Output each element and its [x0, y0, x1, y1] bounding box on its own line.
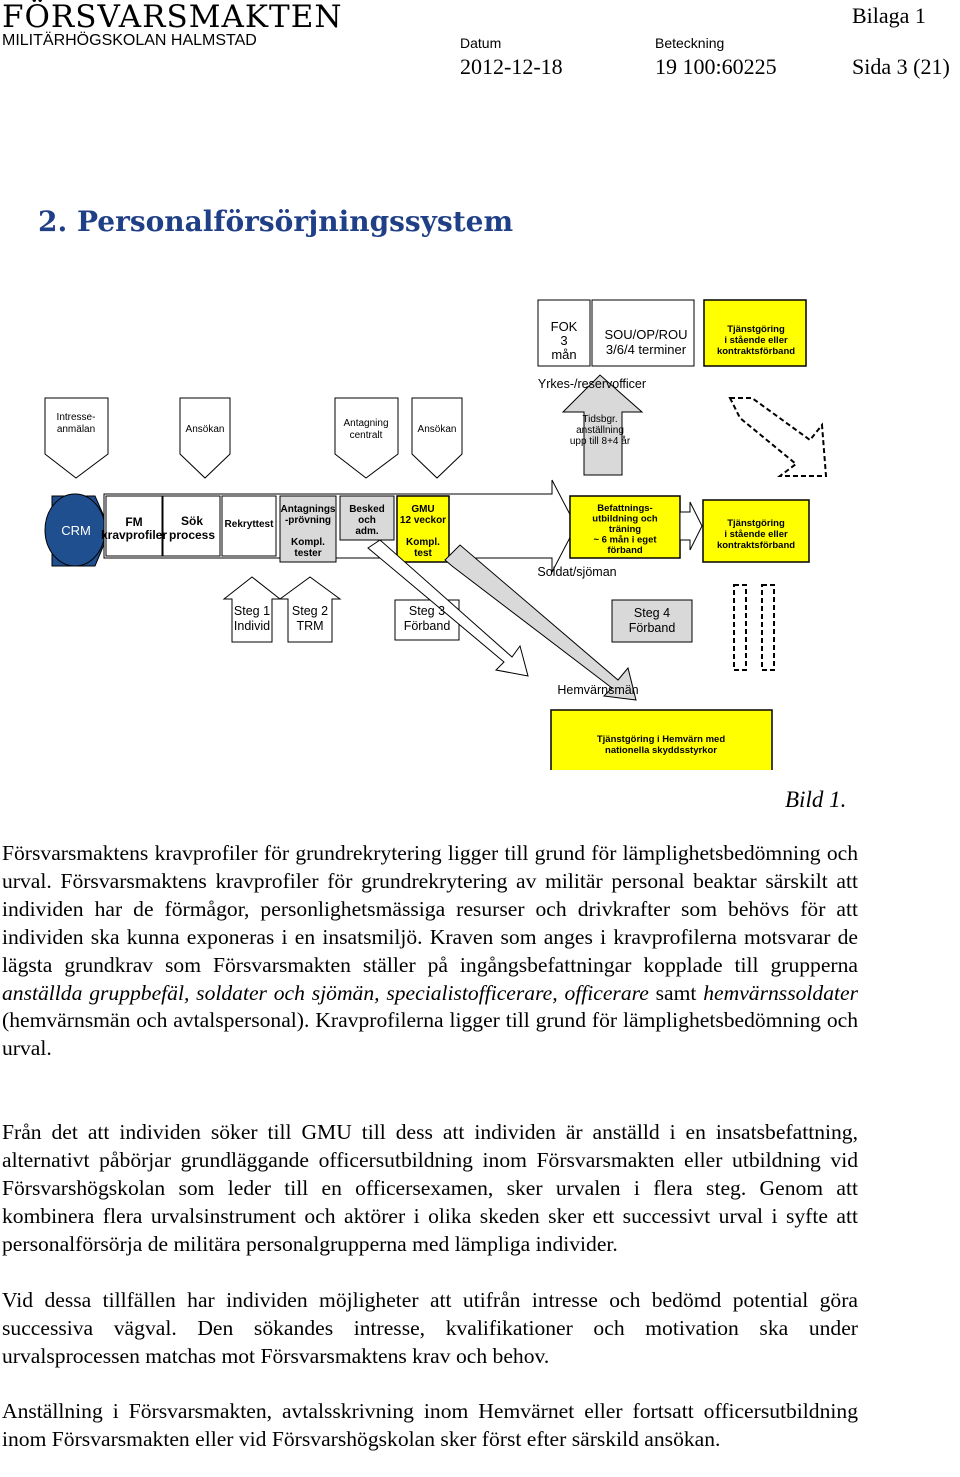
- fm-label: FM kravprofiler: [100, 515, 168, 542]
- gmu-label: GMU 12 veckor Kompl. test: [399, 504, 447, 559]
- date-value: 2012-12-18: [460, 54, 563, 79]
- interest-arrow: [45, 398, 108, 478]
- reference-label: Beteckning: [655, 35, 725, 51]
- fixed-term-label: Tidsbgr. anställning upp till 8+4 år: [569, 414, 631, 447]
- crm-label: CRM: [61, 523, 91, 538]
- admission-label: Antagning centralt: [343, 418, 389, 441]
- besked-label: Besked och adm.: [349, 504, 385, 537]
- step3-label: Steg 3 Förband: [403, 604, 451, 633]
- dashed-column-2: [762, 585, 774, 670]
- paragraph-3-text: Vid dessa tillfällen har individen möjligheter att utifrån intresse och bedömd potential göra successiva vägval. Den sökandes intresse, kvalifikationer och motivation ska under urvalsprocessen matchas mot Försvarsmaktens krav och behov.: [2, 1288, 858, 1368]
- reference-value: 19 100:60225: [655, 54, 777, 79]
- paragraph-1-text: Försvarsmaktens kravprofiler för grundrekrytering ligger till grund för lämplighetsbedömning och urval. Försvarsmaktens kravprofiler för grundrekrytering av militär personal beaktar särskilt att individen har de förmågor, personlighetsmässiga resurser och drivkrafter som behövs för att individen ska kunna exponeras i en insatsmiljö. Kraven som anges i kravprofilerna motsvarar de lägsta grundkrav som Försvarsmakten ställer på ingångsbefattningar kopplade till grupperna: [2, 841, 858, 977]
- reserve-officer-label: Yrkes-/reservofficer: [537, 377, 647, 391]
- to-service-arrow: [680, 502, 702, 550]
- personnel-supply-diagram: [0, 280, 960, 770]
- interest-label: Intresse-anmälan: [56, 412, 96, 435]
- rekryttest-label: Rekryttest: [224, 519, 274, 530]
- paragraph-1-end: (hemvärnsmän och avtalspersonal). Kravprofilerna ligger till grund för lämplighetsbedömning och urval.: [2, 1008, 858, 1061]
- unit-name: MILITÄRHÖGSKOLAN HALMSTAD: [2, 32, 257, 49]
- figure-caption: Bild 1.: [785, 787, 847, 812]
- paragraph-4: [2, 1398, 858, 1454]
- sou-label: SOU/OP/ROU 3/6/4 terminer: [604, 327, 688, 357]
- service-mid-label: Tjänstgöring i stående eller kontraktsförband: [716, 518, 796, 551]
- date-label: Datum: [460, 35, 502, 51]
- application2-arrow: [412, 398, 462, 478]
- home-guard-service-label: Tjänstgöring i Hemvärn med nationella skyddsstyrkor: [596, 734, 726, 756]
- paragraph-2: [2, 1119, 858, 1259]
- page-number: Sida 3 (21): [852, 54, 950, 79]
- paragraph-1-italic-groups: anställda gruppbefäl, soldater och sjömän, specialistofficerare, officerare: [2, 980, 649, 1005]
- paragraph-3: [2, 1287, 858, 1371]
- paragraph-1: [2, 840, 858, 1063]
- appendix-label: Bilaga 1: [852, 3, 926, 28]
- paragraph-1-connector: samt: [655, 980, 697, 1005]
- paragraph-4-text: Anställning i Försvarsmakten, avtalsskrivning inom Hemvärnet eller fortsatt officersutbildning inom Försvarsmakten eller vid Försvarshögskolan sker först efter särskild ansökan.: [2, 1399, 858, 1451]
- application1-label: Ansökan: [185, 424, 225, 435]
- fok-label: FOK 3 mån: [550, 319, 578, 362]
- befattning-label: Befattnings-utbildning och träning ~ 6 mån i eget förband: [592, 503, 658, 556]
- paragraph-1-italic-home-guard: hemvärnssoldater: [703, 980, 858, 1005]
- application2-label: Ansökan: [417, 424, 457, 435]
- service-top-label: Tjänstgöring i stående eller kontraktsförband: [716, 324, 796, 357]
- step1-label: Steg 1 Individ: [233, 604, 271, 633]
- application1-arrow: [180, 398, 230, 478]
- org-name: FÖRSVARSMAKTEN: [2, 0, 343, 35]
- antagningsprovning-label: Antagnings -prövning Kompl. tester: [280, 504, 336, 559]
- dashed-arrow-top: [730, 398, 826, 476]
- section-title: 2. Personalförsörjningssystem: [38, 205, 514, 238]
- soldier-label: Soldat/sjöman: [537, 565, 617, 579]
- step2-label: Steg 2 TRM: [291, 604, 329, 633]
- sok-label: Sök process: [168, 514, 216, 542]
- dashed-column: [734, 585, 746, 670]
- home-guard-label: Hemvärnsmän: [557, 683, 639, 697]
- step4-label: Steg 4 Förband: [628, 606, 676, 635]
- paragraph-2-text: Från det att individen söker till GMU till dess att individen är anställd i en insatsbefattning, alternativt påbörjar grundläggande officersutbildning inom Försvarsmakten eller utbildning vid Försvarshögskolan som leder till en officersexamen, sker urvalen i flera steg. Genom att kombinera flera urvalsinstrument och aktörer i olika skeden sker ett successivt urval i syfte att personalförsörja de militära personalgrupperna med lämpliga individer.: [2, 1120, 858, 1256]
